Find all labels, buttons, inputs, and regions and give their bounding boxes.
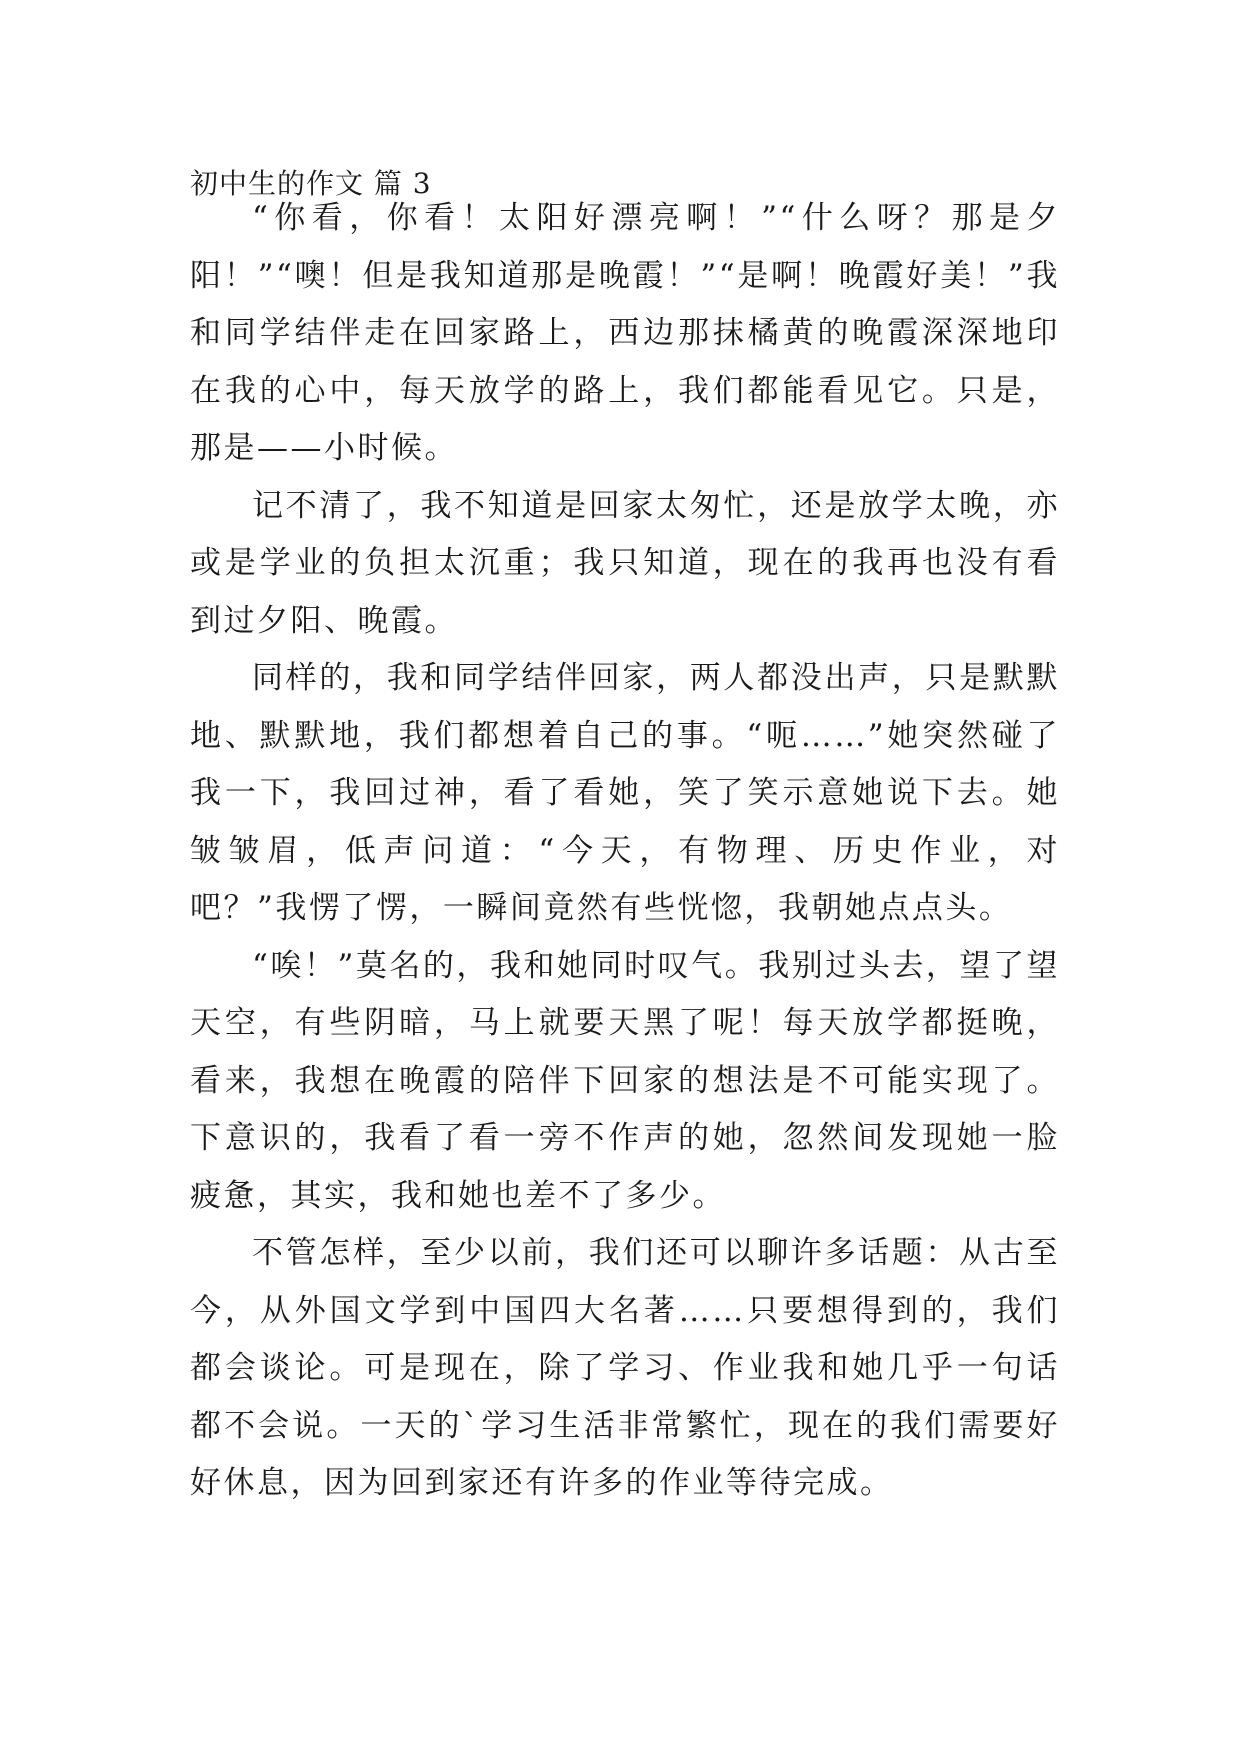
paragraph: 不管怎样，至少以前，我们还可以聊许多话题：从古至今，从外国文学到中国四大名著……只要想得到的，我们都会谈论。可是现在，除了学习、作业我和她几乎一句话都不会说。一天的`学习生活非常繁忙，现在的我们需要好好休息，因为回到家还有许多的作业等待完成。 [190,1235,1060,1501]
document-title: 初中生的作文 篇 3 [190,167,432,200]
paragraph: 同样的，我和同学结伴回家，两人都没出声，只是默默地、默默地，我们都想着自己的事。“呃……”她突然碰了我一下，我回过神，看了看她，笑了笑示意她说下去。她皱皱眉，低声问道：“今天，有物理、历史作业，对吧？”我愣了愣，一瞬间竟然有些恍惚，我朝她点点头。 [190,660,1060,926]
paragraph: 记不清了，我不知道是回家太匆忙，还是放学太晚，亦或是学业的负担太沉重；我只知道，现在的我再也没有看到过夕阳、晚霞。 [190,487,1060,639]
document-body [190,190,1060,1513]
paragraph: “你看，你看！太阳好漂亮啊！”“什么呀？那是夕阳！”“噢！但是我知道那是晚霞！”“是啊！晚霞好美！”我和同学结伴走在回家路上，西边那抹橘黄的晚霞深深地印在我的心中，每天放学的路上，我们都能看见它。只是，那是——小时候。 [190,200,1060,466]
paragraph: “唉！”莫名的，我和她同时叹气。我别过头去，望了望天空，有些阴暗，马上就要天黑了呢！每天放学都挺晚，看来，我想在晚霞的陪伴下回家的想法是不可能实现了。下意识的，我看了看一旁不作声的她，忽然间发现她一脸疲惫，其实，我和她也差不了多少。 [190,947,1060,1214]
